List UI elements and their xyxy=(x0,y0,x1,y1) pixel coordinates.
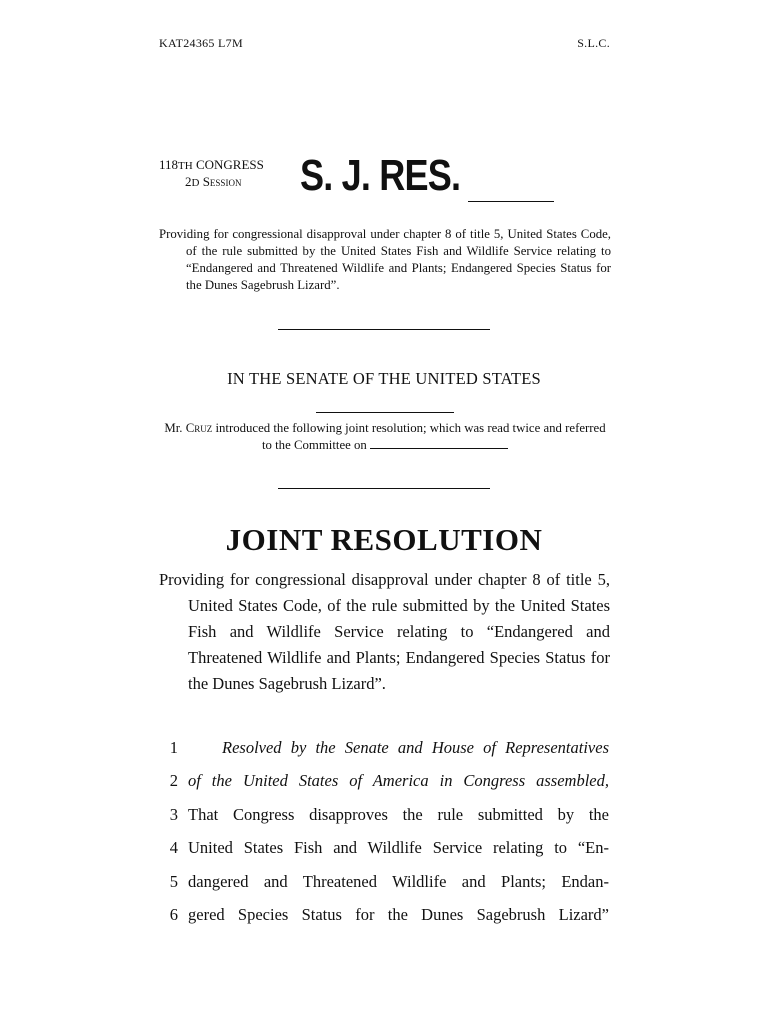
congress-session-block xyxy=(159,157,264,191)
line-text: of the United States of America in Congress assembled, xyxy=(188,771,609,790)
introduction-text: introduced the following joint resolution; which was read twice and referred to the Committee on xyxy=(212,421,606,452)
congress-number-suffix: TH xyxy=(178,160,193,172)
body-line xyxy=(0,838,768,872)
congress-number: 118 xyxy=(159,157,179,172)
committee-blank xyxy=(370,438,508,449)
bill-type: S. J. RES. xyxy=(300,151,461,200)
line-text: United States Fish and Wildlife Service relating to “En- xyxy=(188,838,609,857)
line-text: That Congress disapproves the rule submitted by the xyxy=(188,805,609,824)
purpose-summary: Providing for congressional disapproval under chapter 8 of title 5, United States Code, of the rule submitted by the United States Fish and Wildlife Service relating to “Endangered and Threatened Wildlife and Plants; Endangered Species Status for the Dunes Sagebrush Lizard”. xyxy=(159,227,611,292)
congress-label: CONGRESS xyxy=(195,157,264,172)
line-text: Resolved by the Senate and House of Representatives xyxy=(222,738,609,757)
congress-line xyxy=(159,157,264,174)
slc-code: S.L.C. xyxy=(577,36,610,50)
session-number-suffix: D xyxy=(191,177,200,189)
date-blank-rule xyxy=(316,412,454,413)
document-code: KAT24365 L7M xyxy=(159,36,243,50)
chamber-heading: IN THE SENATE OF THE UNITED STATES xyxy=(227,369,541,388)
divider-rule xyxy=(278,488,490,489)
session-number: 2 xyxy=(185,174,192,189)
line-number: 2 xyxy=(169,771,178,790)
body-line xyxy=(0,872,768,906)
divider-rule xyxy=(278,329,490,330)
introduction-statement xyxy=(159,420,611,454)
body-line xyxy=(0,771,768,805)
purpose-statement: Providing for congressional disapproval under chapter 8 of title 5, United States Code, of the rule submitted by the United States Fish and Wildlife Service relating to “Endangered and Threatened Wildlife and Plants; Endangered Species Status for the Dunes Sagebrush Lizard”. xyxy=(159,570,610,693)
sponsor-prefix: Mr. xyxy=(164,421,186,435)
line-number: 1 xyxy=(169,738,178,757)
document-title: JOINT RESOLUTION xyxy=(225,522,543,557)
body-line xyxy=(0,805,768,839)
line-number: 3 xyxy=(169,805,178,824)
body-line xyxy=(0,905,768,939)
line-number: 4 xyxy=(169,838,178,857)
bill-number-blank xyxy=(468,201,554,202)
line-text: dangered and Threatened Wildlife and Plants; Endan- xyxy=(188,872,609,891)
session-line xyxy=(159,174,264,191)
body-line xyxy=(0,738,768,772)
line-number: 6 xyxy=(169,905,178,924)
line-text: gered Species Status for the Dunes Sagebrush Lizard” xyxy=(188,905,609,924)
session-label: Session xyxy=(202,174,242,189)
line-number: 5 xyxy=(169,872,178,891)
sponsor-name: Cruz xyxy=(185,421,213,435)
